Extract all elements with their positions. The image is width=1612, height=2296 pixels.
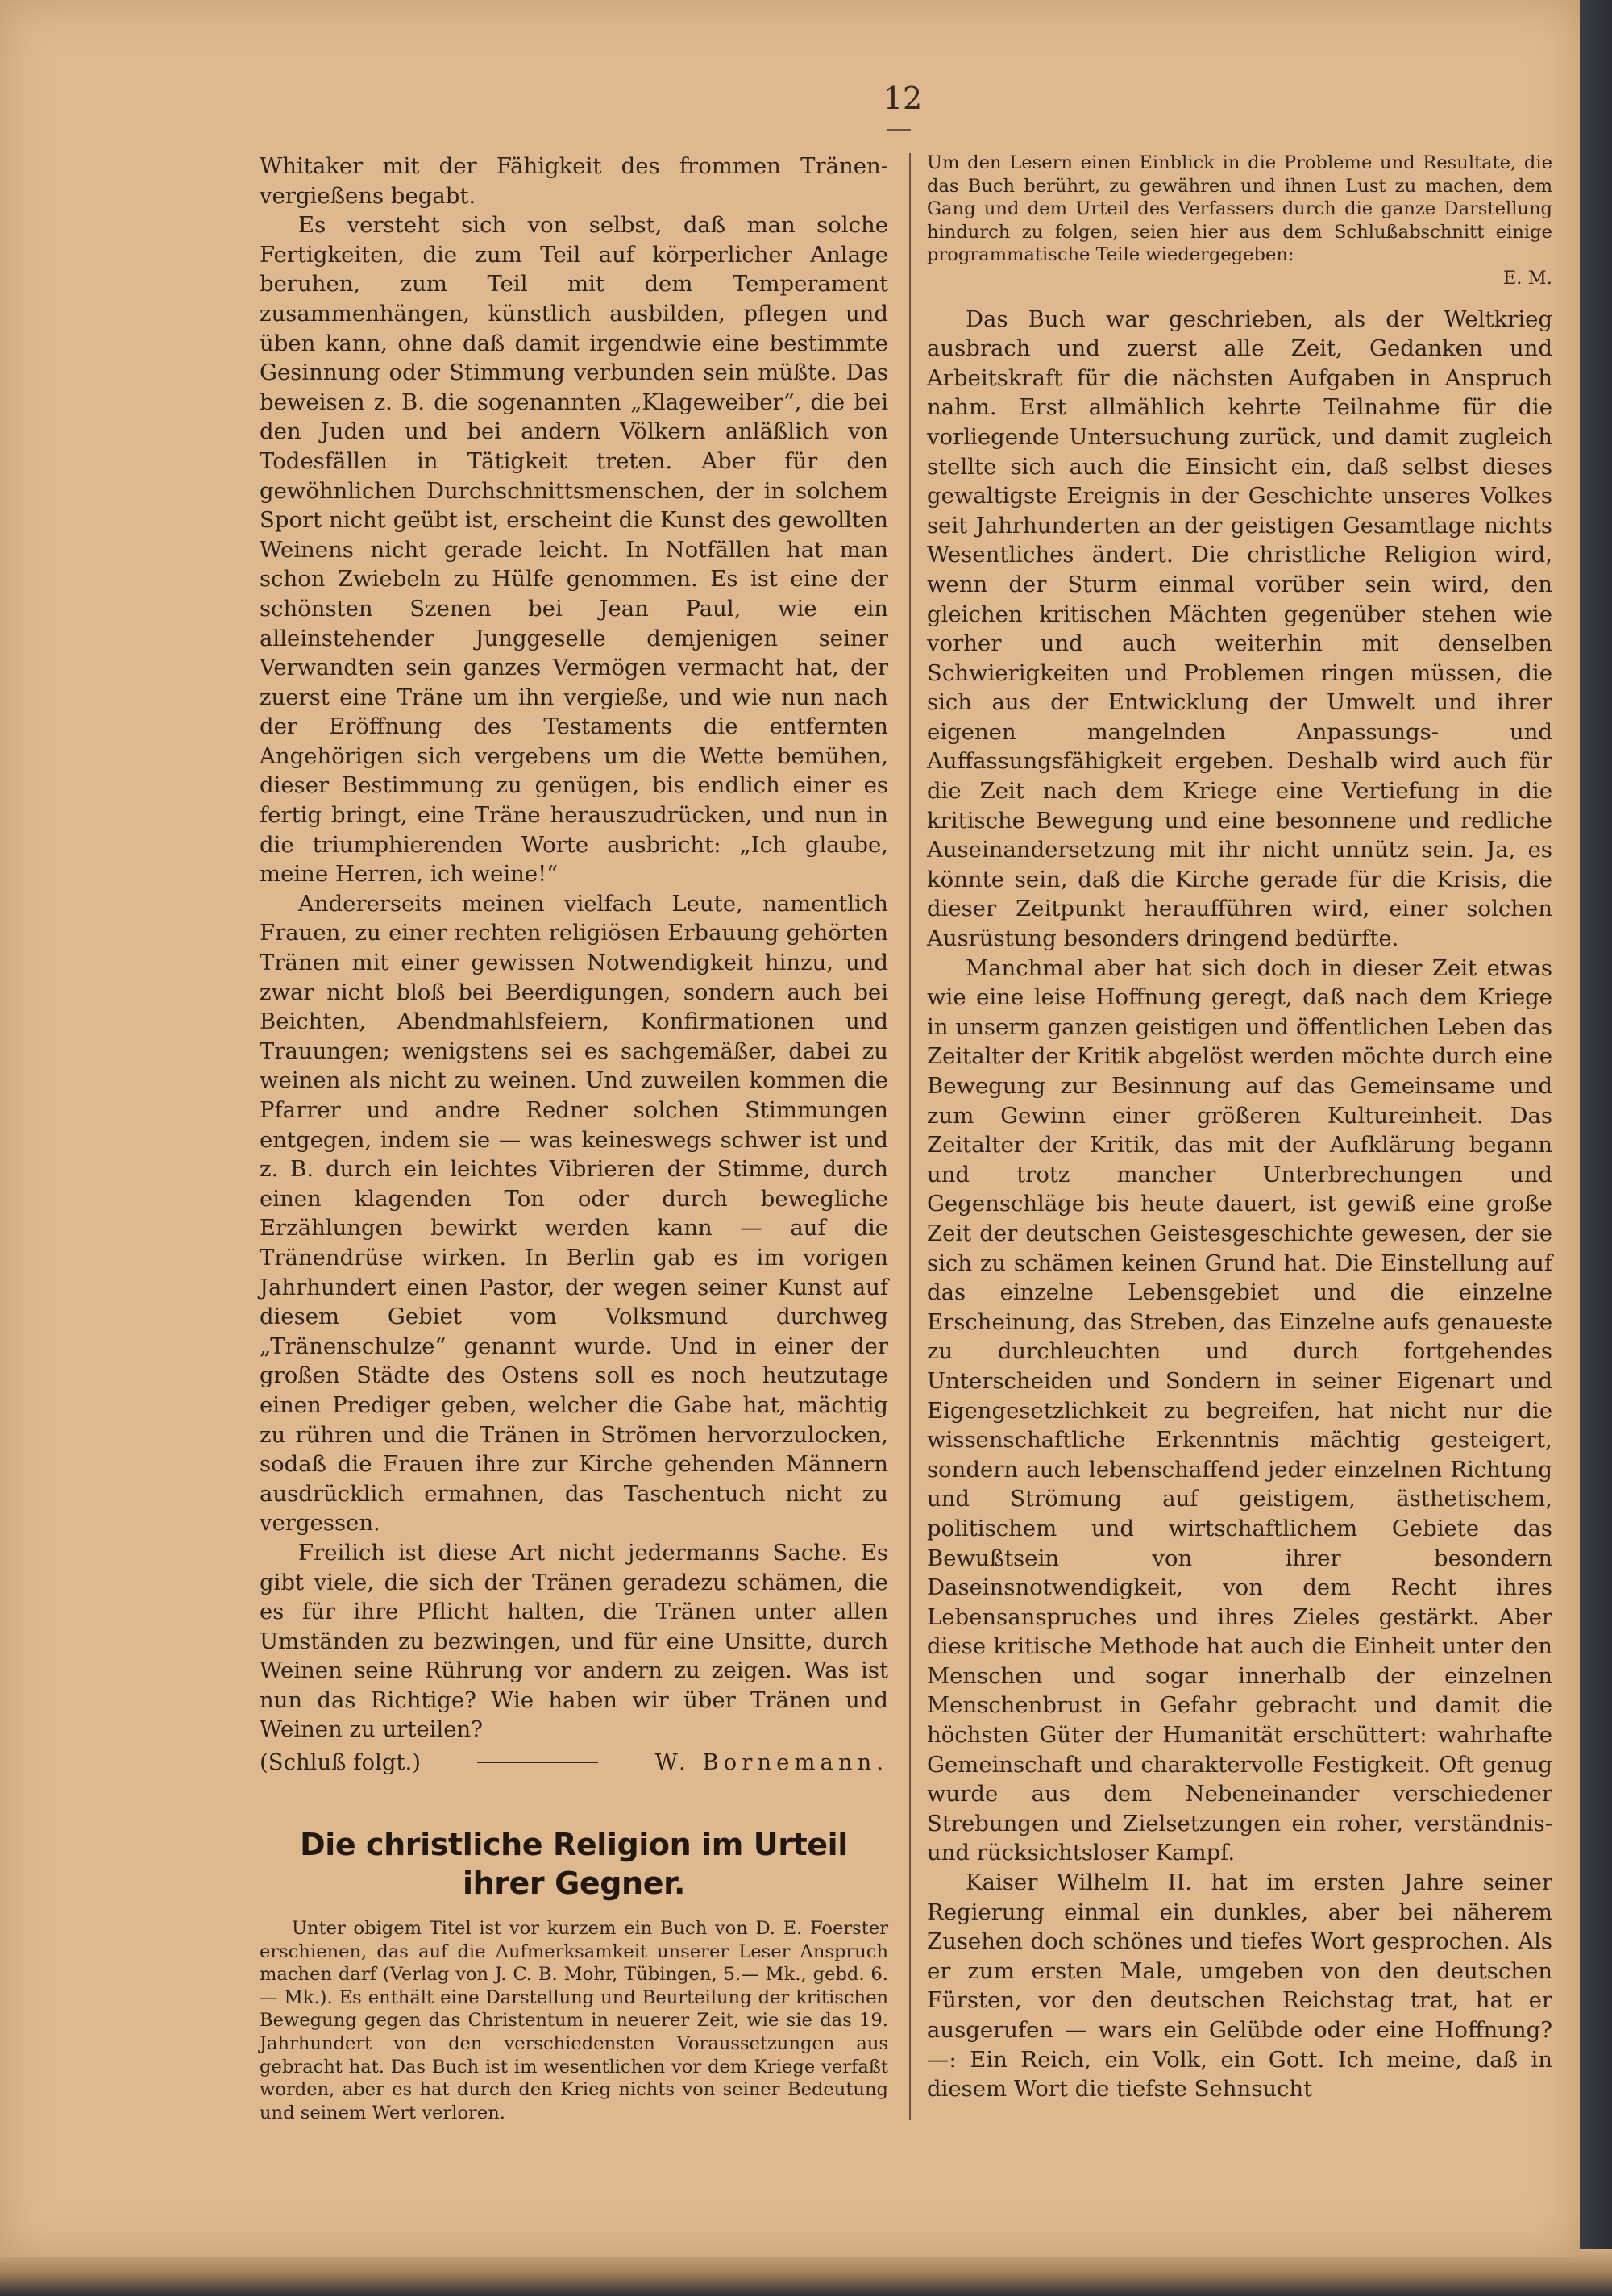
column-divider bbox=[909, 153, 911, 2120]
left-column bbox=[260, 152, 888, 2124]
paragraph: Es versteht sich von selbst, daß man solche Fertigkeiten, die zum Teil auf körperlicher Anlage beruhen, zum Teil mit dem Temperament zusammenhängen, künstlich ausbilden, pflegen und üben kann, ohne daß damit irgendwie eine bestimmte Gesinnung oder Stimmung verbunden sein müßte. Das beweisen z. B. die sogenannten „Klageweiber“, die bei den Juden und bei andern Völkern anläßlich von Todesfällen in Tätigkeit treten. Aber für den gewöhnlichen Durchschnittsmenschen, der in solchem Sport nicht geübt ist, erscheint die Kunst des gewollten Weinens nicht gerade leicht. In Notfällen hat man schon Zwiebeln zu Hülfe genommen. Es ist eine der schönsten Szenen bei Jean Paul, wie ein alleinstehender Junggeselle demjenigen seiner Verwandten sein ganzes Vermögen vermacht hat, der zuerst eine Träne um ihn vergieße, und wie nun nach der Eröffnung des Testaments die entfernten Angehörigen sich vergebens um die Wette bemühen, dieser Bestimmung zu genügen, bis endlich einer es fertig bringt, eine Träne herauszudrücken, und nun in die triumphierenden Worte ausbricht: „Ich glaube, meine Herren, ich weine!“ bbox=[260, 212, 888, 888]
paragraph: Manchmal aber hat sich doch in dieser Zeit etwas wie eine leise Hoffnung geregt, daß nach dem Kriege in unserm ganzen geistigen und öffentlichen Leben das Zeitalter der Kritik abgelöst werden möchte durch eine Bewegung zur Besinnung auf das Gemeinsame und zum Gewinn einer größeren Kultureinheit. Das Zeitalter der Kritik, das mit der Aufklärung begann und trotz mancher Unterbrechungen und Gegenschläge bis heute dauert, ist gewiß eine große Zeit der deutschen Geistesgeschichte gewesen, der sie sich zu schämen keinen Grund hat. Die Einstellung auf das einzelne Lebensgebiet und die einzelne Erscheinung, das Streben, das Einzelne aufs genaueste zu durchleuchten und durch fortgehendes Unterscheiden und Sondern in seiner Eigenart und Eigengesetzlichkeit zu begreifen, hat nicht nur die wissenschaftliche Erkenntnis mächtig gesteigert, sondern auch lebenschaffend jeder einzelnen Richtung und Strömung auf geistigem, ästhetischem, politischem und wirtschaftlichem Gebiete das Bewußtsein von ihrer besondern Daseinsnotwendigkeit, von dem Recht ihres Lebensanspruches und ihres Zieles gestärkt. Aber diese kritische Methode hat auch die Einheit unter den Menschen und sogar innerhalb der einzelnen Menschenbrust in Gefahr gebracht und damit die höchsten Güter der Humanität erschüttert: wahrhafte Gemeinschaft und charaktervolle Festigkeit. Oft genug wurde aus dem Nebeneinander verschiedener Strebungen und Zielsetzungen ein roher, verständnis- und rücksichtsloser Kampf. bbox=[927, 955, 1552, 1866]
editor-initials: E. M. bbox=[1502, 267, 1552, 289]
paragraph: Kaiser Wilhelm II. hat im ersten Jahre seiner Regierung einmal ein dunkles, aber bei näherem Zusehen doch schönes und tiefes Wort gesprochen. Als er zum ersten Male, umgeben von den deutschen Fürsten, vor den deutschen Reichstag trat, hat er ausgerufen — wars ein Gelübde oder eine Hoffnung? —: Ein Reich, ein Volk, ein Gott. Ich meine, daß in diesem Wort die tiefste Sehnsucht bbox=[927, 1870, 1552, 2103]
header-rule bbox=[887, 129, 911, 131]
author-name: W. Bornemann. bbox=[654, 1749, 888, 1776]
spacer bbox=[927, 290, 1552, 305]
right-column bbox=[927, 152, 1552, 2104]
article-heading: Die christliche Religion im Urteil ihrer Gegner. bbox=[300, 1827, 848, 1902]
signoff-rule bbox=[477, 1762, 598, 1763]
paragraph: Freilich ist diese Art nicht jedermanns Sache. Es gibt viele, die sich der Tränen geradezu schämen, die es für ihre Pflicht halten, die Tränen unter allen Umständen zu bezwingen, und für eine Unsitte, durch Weinen seine Rührung vor andern zu zeigen. Was ist nun das Richtige? Wie haben wir über Tränen und Weinen zu urteilen? bbox=[260, 1539, 888, 1743]
paragraph: Whitaker mit der Fähigkeit des frommen Tränen-vergießens begabt. bbox=[260, 153, 888, 209]
article-intro-continued: Um den Lesern einen Einblick in die Probleme und Resultate, die das Buch berührt, zu gewähren und ihnen Lust zu machen, dem Gang und dem Urteil des Verfassers durch die ganze Darstellung hindurch zu folgen, seien hier aus dem Schlußabschnitt einige programmatische Teile wiedergegeben: E. M. bbox=[927, 152, 1552, 289]
article-intro: Unter obigem Titel ist vor kurzem ein Buch von D. E. Foerster erschienen, das auf die Aufmerksamkeit unserer Leser Anspruch machen darf (Verlag von J. C. B. Mohr, Tübingen, 5.— Mk., gebd. 6.— Mk.). Es enthält eine Darstellung und Beurteilung der kritischen Bewegung gegen das Christentum in neuerer Zeit, wie sie das 19. Jahrhundert von den verschiedensten Voraussetzungen aus gebracht hat. Das Buch ist im wesentlichen vor dem Kriege verfaßt worden, aber es hat durch den Krieg nichts von seiner Bedeutung und seinem Wert verloren. bbox=[260, 1918, 888, 2123]
continuation-note: (Schluß folgt.) bbox=[260, 1749, 421, 1776]
paragraph: Andererseits meinen vielfach Leute, namentlich Frauen, zu einer rechten religiösen Erbauung gehörten Tränen mit einer gewissen Notwendigkeit hinzu, und zwar nicht bloß bei Beerdigungen, sondern auch bei Beichten, Abendmahlsfeiern, Konfirmationen und Trauungen; wenigstens sei es sachgemäßer, dabei zu weinen als nicht zu weinen. Und zuweilen kommen die Pfarrer und andre Redner solchen Stimmungen entgegen, indem sie — was keineswegs schwer ist und z. B. durch ein leichtes Vibrieren der Stimme, durch einen klagenden Ton oder durch bewegliche Erzählungen bewirkt werden kann — auf die Tränendrüse wirken. In Berlin gab es im vorigen Jahrhundert einen Pastor, der wegen seiner Kunst auf diesem Gebiet vom Volksmund durchweg „Tränenschulze“ genannt wurde. Und in einer der großen Städte des Ostens soll es noch heutzutage einen Prediger geben, welcher die Gabe hat, mächtig zu rühren und die Tränen in Strömen hervorzulocken, sodaß die Frauen ihre zur Kirche gehenden Männern ausdrücklich ermahnen, das Taschentuch nicht zu vergessen. bbox=[260, 890, 888, 1537]
article-signoff bbox=[260, 1746, 888, 1778]
page-number: 12 bbox=[883, 81, 923, 116]
paragraph: Das Buch war geschrieben, als der Weltkrieg ausbrach und zuerst alle Zeit, Gedanken und Arbeitskraft für die nächsten Aufgaben in Anspruch nahm. Erst allmählich kehrte Teilnahme für die vorliegende Untersuchung zurück, und damit zugleich stellte sich auch die Einsicht ein, daß selbst dieses gewaltigste Ereignis in der Geschichte unseres Volkes seit Jahrhunderten an der geistigen Gesamtlage nichts Wesentliches ändert. Die christliche Religion wird, wenn der Sturm einmal vorüber sein wird, den gleichen kritischen Mächten gegenüber stehen wie vorher und auch weiterhin mit denselben Schwierigkeiten und Problemen ringen müssen, die sich aus der Entwicklung der Umwelt und ihrer eigenen mangelnden Anpassungs- und Auffassungsfähigkeit ergeben. Deshalb wird auch für die Zeit nach dem Kriege eine Vertiefung in die kritische Bewegung und eine besonnene und redliche Auseinandersetzung mit ihr nicht unnütz sein. Ja, es könnte sein, daß die Kirche gerade für die Krisis, die dieser Zeitpunkt heraufführen wird, einer solchen Ausrüstung besonders dringend bedürfte. bbox=[927, 306, 1552, 952]
